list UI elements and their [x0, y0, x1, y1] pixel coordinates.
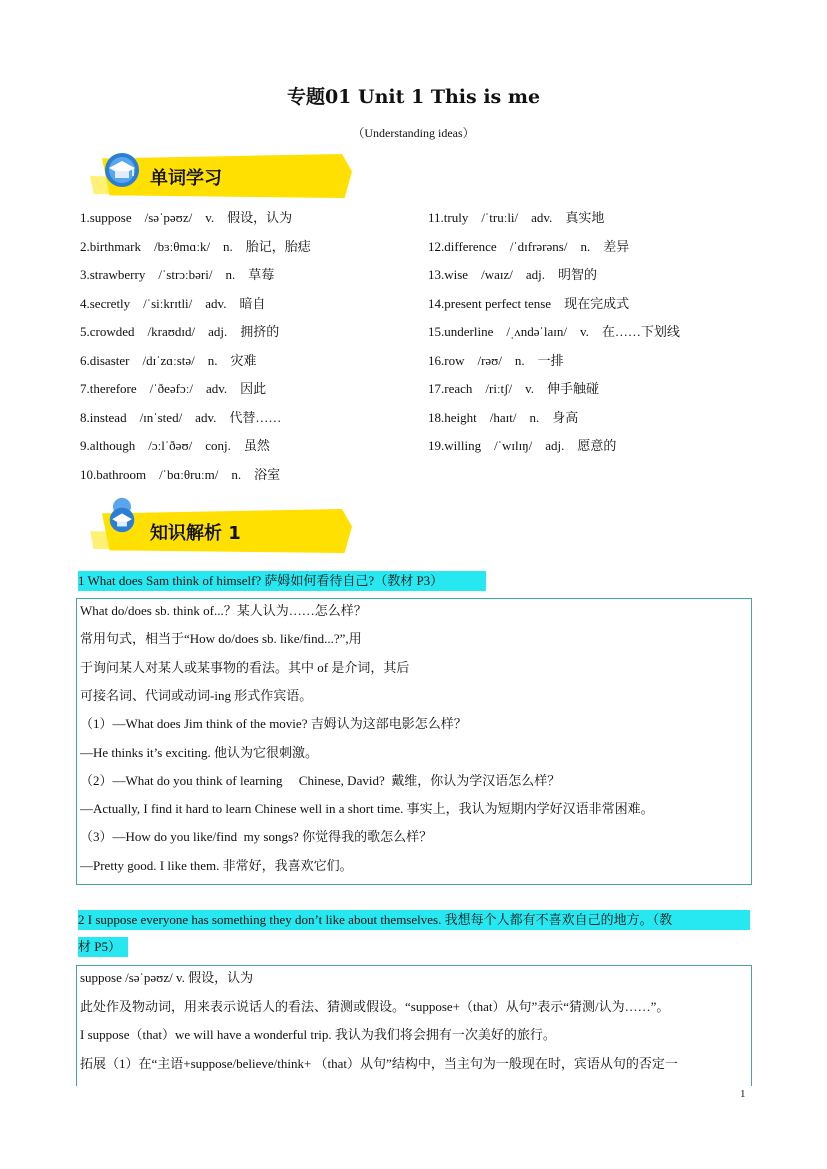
vocab-item: 5.crowded /kraʊdɪd/ adj. 拥挤的	[80, 324, 280, 339]
point-heading-2-line1: 2 I suppose everyone has something they don’t like about themselves. 我想每个人都有不喜欢自己的地方。（教	[78, 910, 750, 930]
vocab-item: 8.instead /ɪnˈsted/ adv. 代替……	[80, 409, 282, 425]
explanation-line: —Pretty good. I like them. 非常好，我喜欢它们。	[80, 857, 353, 873]
section-banner-analysis	[82, 505, 352, 555]
page-title: 专题01 Unit 1 This is me	[286, 86, 541, 108]
explanation-line: （3）—How do you like/find my songs? 你觉得我的歌怎么样？	[80, 829, 433, 845]
page-subtitle: （Understanding ideas）	[352, 126, 475, 140]
vocab-item: 19.willing /ˈwɪlɪŋ/ adj. 愿意的	[428, 438, 617, 453]
explanation-line: 拓展（1）在“主语+suppose/believe/think+ （that）从句”结构中，当主句为一般现在时，宾语从句的否定一	[80, 1055, 678, 1071]
vocab-item: 7.therefore /ˈðeəfɔː/ adv. 因此	[80, 381, 267, 396]
vocab-item: 14.present perfect tense 现在完成式	[428, 295, 630, 311]
vocab-item: 17.reach /riːtʃ/ v. 伸手触碰	[428, 381, 600, 396]
page-number: 1	[740, 1088, 746, 1100]
explanation-line: 可接名词、代词或动词-ing 形式作宾语。	[80, 687, 313, 703]
graduation-cap-icon	[104, 497, 140, 533]
section-heading: 知识解析 1	[150, 523, 241, 544]
vocab-item: 10.bathroom /ˈbɑːθruːm/ n. 浴室	[80, 466, 281, 482]
section-banner-vocabulary	[82, 150, 352, 200]
vocab-item: 6.disaster /dɪˈzɑːstə/ n. 灾难	[80, 352, 257, 368]
point-heading-2-line2: 材 P5）	[78, 937, 128, 957]
vocab-item: 3.strawberry /ˈstrɔːbəri/ n. 草莓	[80, 267, 275, 282]
point-heading-1: 1 What does Sam think of himself? 萨姆如何看待自己?（教材 P3）	[78, 571, 486, 591]
vocab-item: 12.difference /ˈdɪfrərəns/ n. 差异	[428, 238, 630, 254]
vocab-item: 13.wise /waɪz/ adj. 明智的	[428, 267, 597, 282]
explanation-line: （1）—What does Jim think of the movie? 吉姆认为这部电影怎么样？	[80, 716, 467, 732]
explanation-line: What do/does sb. think of...？某人认为……怎么样？	[80, 603, 367, 618]
explanation-line: —Actually, I find it hard to learn Chinese well in a short time. 事实上，我认为短期内学好汉语非常困难。	[80, 801, 654, 817]
explanation-line: 于询问某人对某人或某事物的看法。其中 of 是介词，其后	[80, 659, 410, 675]
explanation-line: （2）—What do you think of learning Chinese, David? 戴维，你认为学汉语怎么样？	[80, 772, 561, 788]
explanation-line: I suppose（that）we will have a wonderful trip. 我认为我们将会拥有一次美好的旅行。	[80, 1027, 556, 1042]
graduation-cap-icon	[104, 152, 140, 188]
vocab-item: 18.height /haɪt/ n. 身高	[428, 409, 579, 425]
vocab-item: 16.row /rəʊ/ n. 一排	[428, 352, 564, 368]
section-heading: 单词学习	[150, 168, 222, 189]
explanation-line: 此处作及物动词，用来表示说话人的看法、猜测或假设。“suppose+（that）从句”表示“猜测/认为……”。	[80, 998, 670, 1014]
explanation-line: —He thinks it’s exciting. 他认为它很刺激。	[80, 744, 318, 760]
explanation-line: suppose /səˈpəʊz/ v. 假设，认为	[80, 970, 254, 985]
explanation-line: 常用句式，相当于“How do/does sb. like/find...?”,用	[80, 631, 362, 647]
vocab-item: 4.secretly /ˈsiːkrɪtli/ adv. 暗自	[80, 295, 266, 311]
vocab-item: 11.truly /ˈtruːli/ adv. 真实地	[428, 210, 605, 225]
vocab-item: 1.suppose /səˈpəʊz/ v. 假设，认为	[80, 210, 293, 225]
vocab-item: 2.birthmark /bɜːθmɑːk/ n. 胎记，胎痣	[80, 238, 311, 254]
vocab-item: 15.underline /ˌʌndəˈlaɪn/ v. 在……下划线	[428, 324, 680, 339]
vocab-item: 9.although /ɔːlˈðəʊ/ conj. 虽然	[80, 438, 270, 453]
